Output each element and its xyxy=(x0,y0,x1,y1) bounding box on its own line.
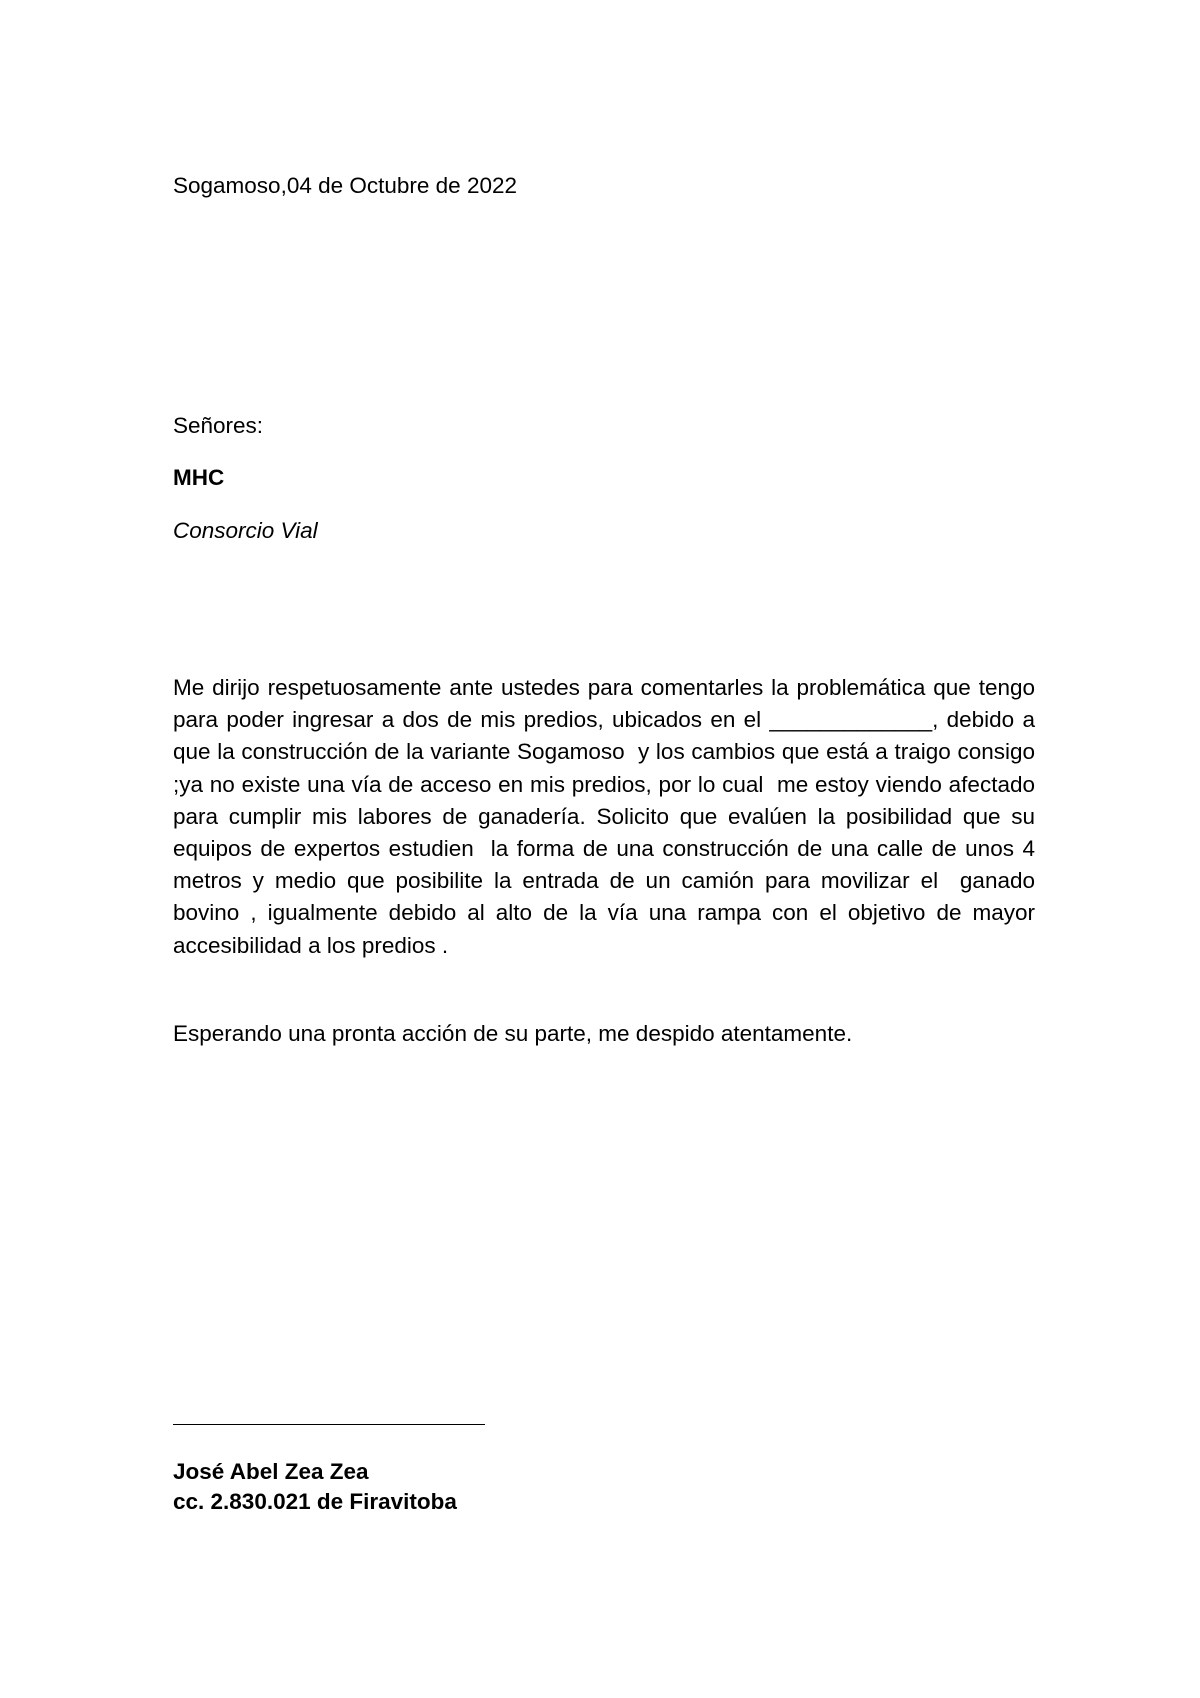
signer-name: José Abel Zea Zea xyxy=(173,1459,369,1484)
salutation: Señores: xyxy=(173,413,264,438)
closing-line: Esperando una pronta acción de su parte, me despido atentamente. xyxy=(173,1021,853,1046)
recipient-name: MHC xyxy=(173,465,225,490)
place-date: Sogamoso,04 de Octubre de 2022 xyxy=(173,173,517,198)
body-paragraph: Me dirijo respetuosamente ante ustedes para comentarles la problemática que tengo para poder ingresar a dos de mis predios, ubicados en el _____________, debido a que la construcción de la variante Sogamoso y los cambios que está a traigo consigo ;ya no existe una vía de acceso en mis predios, por lo cual me estoy viendo afectado para cumplir mis labores de ganadería. Solicito que evalúen la posibilidad que su equipos de expertos estudien la forma de una construcción de una calle de unos 4 metros y medio que posibilite la entrada de un camión para movilizar el ganado bovino , igualmente debido al alto de la vía una rampa con el objetivo de mayor accesibilidad a los predios . xyxy=(173,675,1048,958)
signer-id: cc. 2.830.021 de Firavitoba xyxy=(173,1489,457,1514)
signature-line xyxy=(173,1424,485,1425)
recipient-organization: Consorcio Vial xyxy=(173,518,318,543)
